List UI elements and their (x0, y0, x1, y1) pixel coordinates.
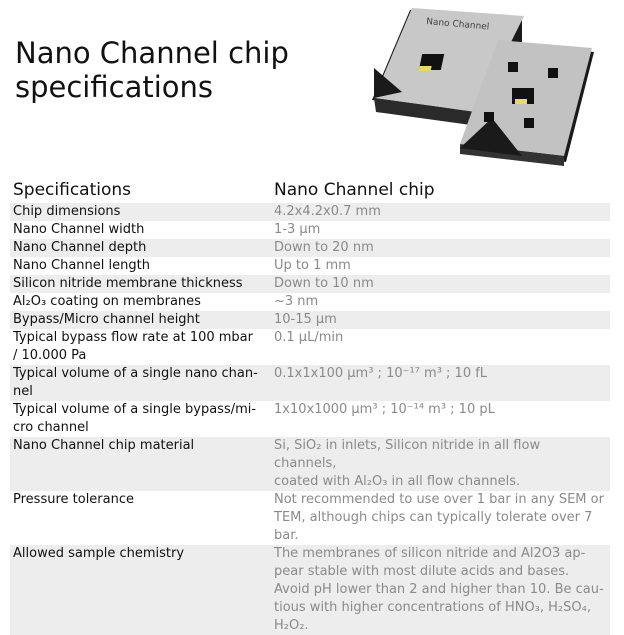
table-row (10, 365, 610, 401)
row-label (10, 221, 274, 239)
page-title-line-2: specifications (15, 70, 214, 104)
table-row (10, 545, 610, 635)
row-label-line: nel (13, 384, 33, 399)
row-label-line: Nano Channel chip material (13, 438, 195, 453)
row-value-line: tious with higher concentrations of HNO₃, H₂SO₄, (274, 600, 591, 615)
row-label-line: Bypass/Micro channel height (13, 312, 200, 327)
row-label-line: Typical bypass flow rate at 100 mbar (13, 330, 253, 345)
spec-table (10, 179, 610, 635)
row-label-line: Nano Channel length (13, 258, 150, 273)
row-label-line: Allowed sample chemistry (13, 546, 185, 561)
table-row (10, 311, 610, 329)
table-row (10, 437, 610, 491)
chip-illustration (372, 8, 602, 168)
table-row (10, 329, 610, 365)
row-label (10, 437, 274, 491)
row-label-line: cro channel (13, 420, 89, 435)
row-value (274, 365, 610, 401)
header-product: Nano Channel chip (274, 180, 435, 200)
row-label (10, 491, 274, 545)
row-value-line: ~3 nm (274, 294, 319, 309)
table-header (10, 179, 610, 203)
page-title-line-1: Nano Channel chip (15, 36, 289, 70)
row-label-line: Nano Channel width (13, 222, 145, 237)
table-row (10, 491, 610, 545)
row-label (10, 401, 274, 437)
row-label-line: Chip dimensions (13, 204, 121, 219)
row-value-line: Avoid pH lower than 2 and higher than 10. Be cau- (274, 582, 604, 597)
row-value-line: Not recommended to use over 1 bar in any SEM or (274, 492, 604, 507)
row-label-line: Pressure tolerance (13, 492, 134, 507)
table-row (10, 275, 610, 293)
row-value (274, 311, 610, 329)
row-value-line: H₂O₂. (274, 618, 309, 633)
row-value-line: Up to 1 mm (274, 258, 351, 273)
row-label (10, 545, 274, 635)
table-row (10, 293, 610, 311)
row-label (10, 239, 274, 257)
row-value (274, 239, 610, 257)
row-value-line: 1x10x1000 µm³ ; 10⁻¹⁴ m³ ; 10 pL (274, 402, 495, 417)
page-title (15, 36, 355, 104)
row-value-line: 4.2x4.2x0.7 mm (274, 204, 381, 219)
row-label (10, 365, 274, 401)
row-value-line: bar. (274, 528, 299, 543)
row-value (274, 203, 610, 221)
row-value-line: coated with Al₂O₃ in all flow channels. (274, 474, 521, 489)
row-value (274, 221, 610, 239)
row-value (274, 545, 610, 635)
row-label (10, 329, 274, 365)
row-value-line: TEM, although chips can typically tolerate over 7 (274, 510, 593, 525)
row-value (274, 329, 610, 365)
row-value-line: Down to 20 nm (274, 240, 374, 255)
table-row (10, 239, 610, 257)
row-value (274, 491, 610, 545)
row-value (274, 257, 610, 275)
row-value (274, 293, 610, 311)
row-label-line: Typical volume of a single nano chan- (13, 366, 258, 381)
row-value-line: Down to 10 nm (274, 276, 374, 291)
row-label-line: Typical volume of a single bypass/mi- (13, 402, 257, 417)
table-row (10, 257, 610, 275)
header-specifications: Specifications (13, 180, 132, 200)
row-label-line: Al₂O₃ coating on membranes (13, 294, 201, 309)
row-value-line: 10-15 µm (274, 312, 337, 327)
row-value-line: pear stable with most dilute acids and bases. (274, 564, 570, 579)
row-value (274, 401, 610, 437)
chip-label: Nano Channel (425, 17, 490, 33)
table-row (10, 203, 610, 221)
row-label (10, 293, 274, 311)
row-label (10, 257, 274, 275)
row-label-line: Nano Channel depth (13, 240, 147, 255)
row-label (10, 275, 274, 293)
row-label (10, 311, 274, 329)
table-row (10, 401, 610, 437)
row-label-line: Silicon nitride membrane thickness (13, 276, 243, 291)
row-value-line: 0.1x1x100 µm³ ; 10⁻¹⁷ m³ ; 10 fL (274, 366, 488, 381)
row-value (274, 275, 610, 293)
row-value-line: 0.1 µL/min (274, 330, 344, 345)
row-label (10, 203, 274, 221)
row-value-line: Si, SiO₂ in inlets, Silicon nitride in all flow channels, (274, 438, 541, 471)
row-value-line: 1-3 µm (274, 222, 321, 237)
row-label-line: / 10.000 Pa (13, 348, 87, 363)
row-value (274, 437, 610, 491)
table-row (10, 221, 610, 239)
row-value-line: The membranes of silicon nitride and Al2O3 ap- (274, 546, 586, 561)
